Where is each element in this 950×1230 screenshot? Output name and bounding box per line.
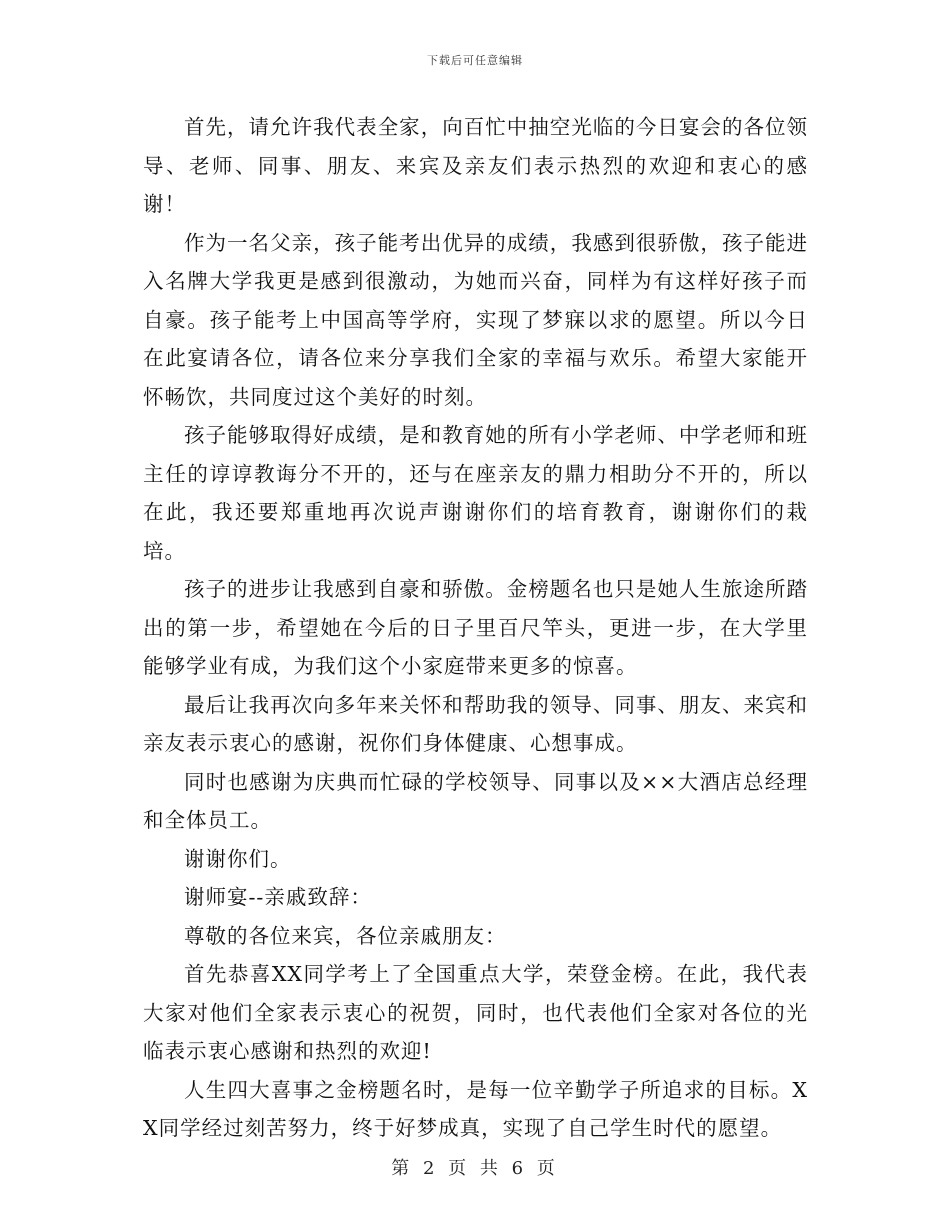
paragraph: 作为一名父亲，孩子能考出优异的成绩，我感到很骄傲，孩子能进入名牌大学我更是感到很激动，为她而兴奋，同样为有这样好孩子而自豪。孩子能考上中国高等学府，实现了梦寐以求的愿望。所以今日在此宴请各位，请各位来分享我们全家的幸福与欢乐。希望大家能开怀畅饮，共同度过这个美好的时刻。	[143, 230, 808, 409]
paragraph: 谢谢你们。	[184, 846, 292, 871]
paragraph: 最后让我再次向多年来关怀和帮助我的领导、同事、朋友、来宾和亲友表示衷心的感谢，祝你们身体健康、心想事成。	[143, 692, 808, 755]
paragraph: 孩子的进步让我感到自豪和骄傲。金榜题名也只是她人生旅途所踏出的第一步，希望她在今后的日子里百尺竿头，更进一步，在大学里能够学业有成，为我们这个小家庭带来更多的惊喜。	[143, 577, 808, 678]
paragraph: 首先，请允许我代表全家，向百忙中抽空光临的今日宴会的各位领导、老师、同事、朋友、来宾及亲友们表示热烈的欢迎和衷心的感谢！	[143, 115, 808, 216]
paragraph: 首先恭喜XX同学考上了全国重点大学，荣登金榜。在此，我代表大家对他们全家表示衷心的祝贺，同时，也代表他们全家对各位的光临表示衷心感谢和热烈的欢迎!	[143, 962, 808, 1063]
page-header-note: 下载后可任意编辑	[427, 54, 523, 67]
section-heading: 谢师宴--亲戚致辞：	[184, 885, 372, 909]
page-number: 第 2 页 共 6 页	[391, 1158, 559, 1179]
paragraph: 人生四大喜事之金榜题名时，是每一位辛勤学子所追求的目标。XX同学经过刻苦努力，终于好梦成真，实现了自己学生时代的愿望。	[143, 1077, 808, 1140]
paragraph: 孩子能够取得好成绩，是和教育她的所有小学老师、中学老师和班主任的谆谆教诲分不开的，还与在座亲友的鼎力相助分不开的，所以在此，我还要郑重地再次说声谢谢你们的培育教育，谢谢你们的栽培。	[143, 423, 808, 563]
document-body	[143, 108, 808, 1148]
salutation: 尊敬的各位来宾，各位亲戚朋友：	[184, 923, 507, 948]
paragraph: 同时也感谢为庆典而忙碌的学校领导、同事以及××大酒店总经理和全体员工。	[143, 769, 808, 832]
